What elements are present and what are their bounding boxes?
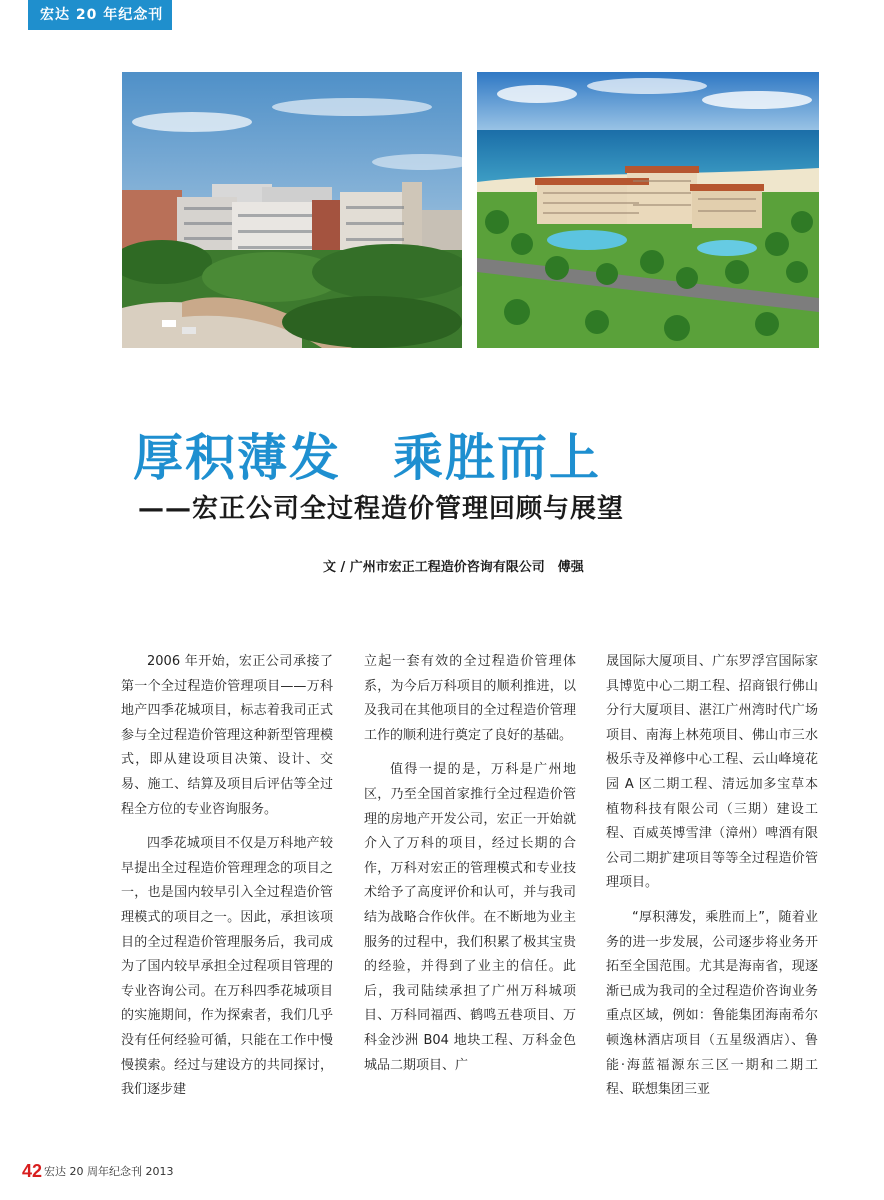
article-byline: 文 / 广州市宏正工程造价咨询有限公司 傅强 [323,560,584,575]
issue-tab: 宏达 20 年纪念刊 [28,0,172,30]
footer-text: 宏达 20 周年纪念刊 2013 [44,1165,174,1178]
residential-complex-photo [122,72,462,348]
text-column-3 [606,650,818,1113]
text-column-2 [364,650,576,1088]
page-footer [22,1161,174,1181]
text-column-1 [121,650,333,1113]
paragraph: “厚积薄发，乘胜而上”，随着业务的进一步发展，公司逐步将业务开拓至全国范围。尤其是海南省，现逐渐已成为我司的全过程造价咨询业务重点区域，例如：鲁能集团海南希尔顿逸林酒店项目（五星级酒店）、鲁能·海蓝福源东三区一期和二期工程、联想集团三亚 [606,909,818,1098]
paragraph: 2006 年开始，宏正公司承接了第一个全过程造价管理项目——万科地产四季花城项目，标志着我司正式参与全过程造价管理这种新型管理模式，即从建设项目决策、设计、交易、施工、结算及项目后评估等全过程全方位的专业咨询服务。 [121,654,333,817]
paragraph: 立起一套有效的全过程造价管理体系，为今后万科项目的顺利推进，以及我司在其他项目的全过程造价管理工作的顺利进行奠定了良好的基础。 [364,654,576,743]
paragraph: 晟国际大厦项目、广东罗浮宫国际家具博览中心二期工程、招商银行佛山分行大厦项目、湛江广州湾时代广场项目、南海上林苑项目、佛山市三水极乐寺及禅修中心工程、云山峰境花园 A 区二期工程、清远加多宝草本植物科技有限公司（三期）建设工程、百威英博雪津（漳州）啤酒有限公司二期扩建项目等等全过程造价管理项目。 [606,654,818,891]
seaside-hotel-rendering [477,72,819,348]
paragraph: 值得一提的是，万科是广州地区，乃至全国首家推行全过程造价管理的房地产开发公司，宏正一开始就介入了万科的项目，经过长期的合作，万科对宏正的管理模式和专业技术给予了高度评价和认可，并与我司结为战略合作伙伴。在不断地为业主服务的过程中，我们积累了极其宝贵的经验，并得到了业主的信任。此后，我司陆续承担了广州万科城项目、万科同福西、鹤鸣五巷项目、万科金沙洲 B04 地块工程、万科金色城品二期项目、广 [364,762,576,1073]
article-title: 厚积薄发 乘胜而上 [133,428,601,487]
page-number: 42 [22,1161,43,1181]
article-subtitle: ——宏正公司全过程造价管理回顾与展望 [138,494,625,524]
paragraph: 四季花城项目不仅是万科地产较早提出全过程造价管理理念的项目之一，也是国内较早引入全过程造价管理模式的项目之一。因此，承担该项目的全过程造价管理服务后，我司成为了国内较早承担全过程项目管理的专业咨询公司。在万科四季花城项目的实施期间，作为探索者，我们几乎没有任何经验可循，只能在工作中慢慢摸索。经过与建设方的共同探讨，我们逐步建 [121,836,333,1098]
